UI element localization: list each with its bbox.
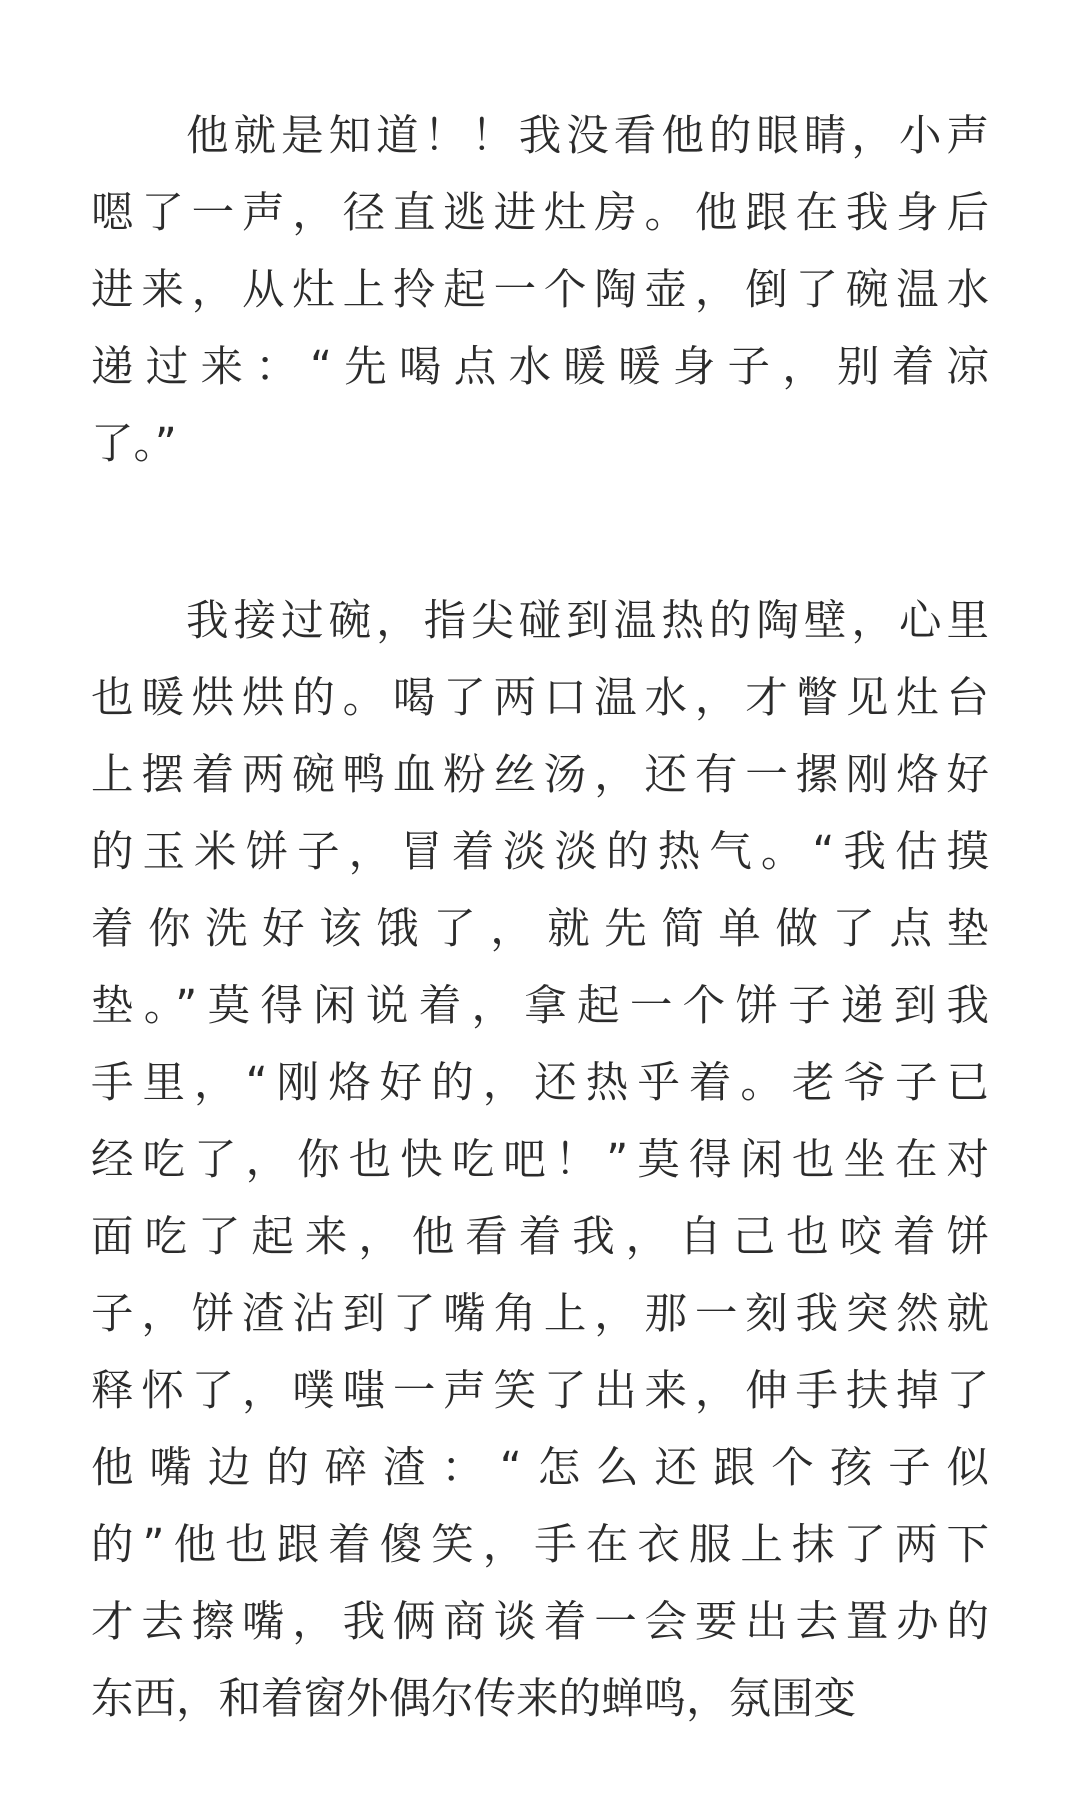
text-line: 进来，从灶上拎起一个陶壶，倒了碗温水 — [91, 266, 989, 315]
paragraph-2 — [91, 583, 989, 1738]
text-line: 手里，“刚烙好的，还热乎着。老爷子已 — [91, 1059, 989, 1108]
text-line: 才去擦嘴，我俩商谈着一会要出去置办的 — [91, 1598, 989, 1647]
text-line: 递过来：“先喝点水暖暖身子，别着凉 — [91, 343, 989, 392]
text-line: 他就是知道！！我没看他的眼睛，小声 — [91, 112, 989, 161]
paragraph-spacer — [91, 483, 989, 583]
text-line: 着你洗好该饿了，就先简单做了点垫 — [91, 905, 989, 954]
text-line: 他嘴边的碎渣：“怎么还跟个孩子似 — [91, 1444, 989, 1493]
text-line: 面吃了起来，他看着我，自己也咬着饼 — [91, 1213, 989, 1262]
text-line: 也暖烘烘的。喝了两口温水，才瞥见灶台 — [91, 674, 989, 723]
text-line: 上摆着两碗鸭血粉丝汤，还有一摞刚烙好 — [91, 751, 989, 800]
text-line: 垫。”莫得闲说着，拿起一个饼子递到我 — [91, 982, 989, 1031]
text-line: 我接过碗，指尖碰到温热的陶壁，心里 — [91, 597, 989, 646]
text-line: 了。” — [91, 420, 177, 469]
text-line: 嗯了一声，径直逃进灶房。他跟在我身后 — [91, 189, 989, 238]
text-line: 释怀了，噗嗤一声笑了出来，伸手扶掉了 — [91, 1367, 989, 1416]
text-line: 东西，和着窗外偶尔传来的蝉鸣，氛围变 — [91, 1675, 857, 1724]
text-line: 的玉米饼子，冒着淡淡的热气。“我估摸 — [91, 828, 989, 877]
text-line: 子，饼渣沾到了嘴角上，那一刻我突然就 — [91, 1290, 989, 1339]
text-line: 经吃了，你也快吃吧！”莫得闲也坐在对 — [91, 1136, 989, 1185]
text-line: 的”他也跟着傻笑，手在衣服上抹了两下 — [91, 1521, 989, 1570]
article-body — [91, 98, 989, 1738]
paragraph-1 — [91, 98, 989, 483]
